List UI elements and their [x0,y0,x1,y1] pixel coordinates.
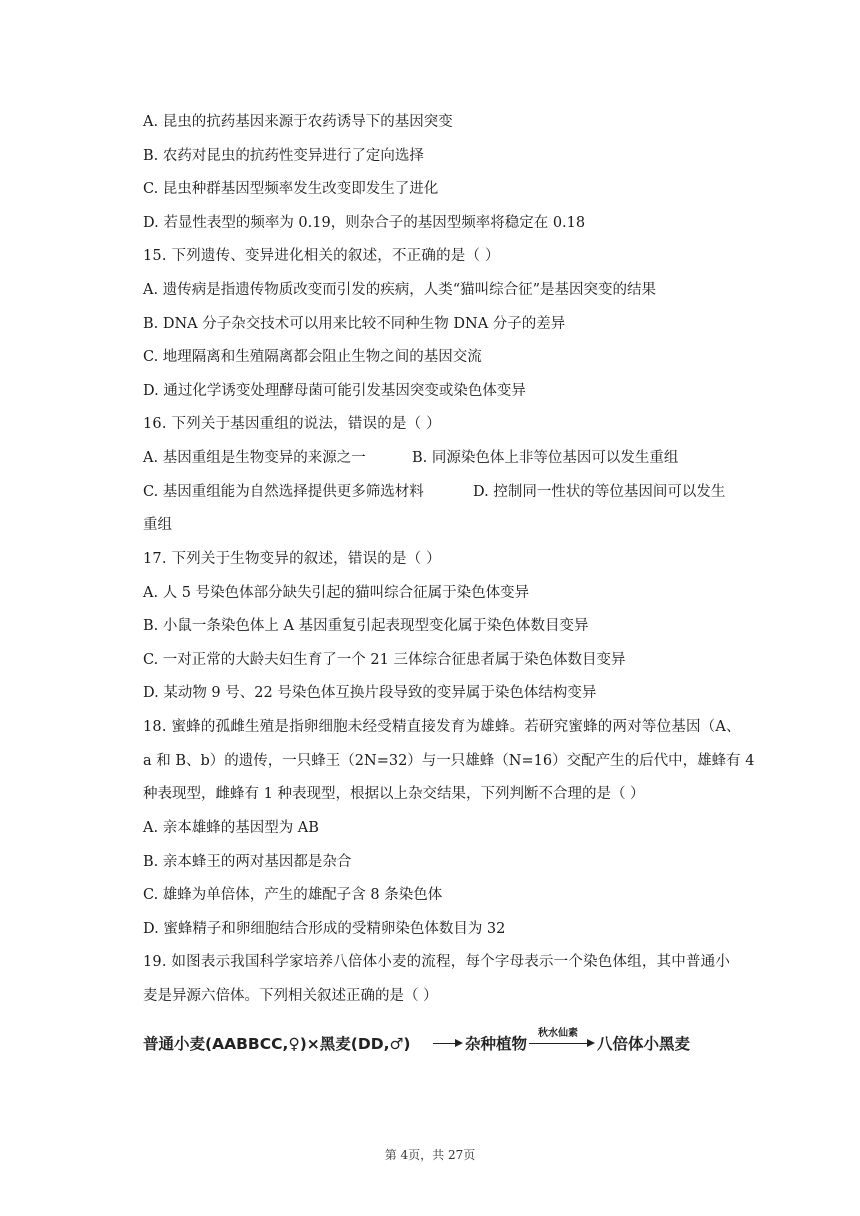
q17-option-b: B. 小鼠一条染色体上 A 基因重复引起表现型变化属于染色体数目变异 [143,618,589,634]
diagram-parents: 普通小麦(AABBCC,♀)×黑麦(DD,♂) [143,1035,411,1053]
q17-option-a: A. 人 5 号染色体部分缺失引起的猫叫综合征属于染色体变异 [143,585,530,601]
q19-stem-line2: 麦是异源六倍体。下列相关叙述正确的是（ ） [143,988,438,1004]
flow-arrow-2 [529,1043,593,1044]
q16-stem: 16. 下列关于基因重组的说法，错误的是（ ） [143,416,441,432]
q16-option-b: B. 同源染色体上非等位基因可以发生重组 [412,450,679,466]
diagram-arrow-label: 秋水仙素 [538,1028,578,1039]
q15-stem: 15. 下列遗传、变异进化相关的叙述，不正确的是（ ） [143,248,500,264]
q19-stem-line1: 19. 如图表示我国科学家培养八倍体小麦的流程，每个字母表示一个染色体组，其中普通小 [143,954,731,970]
q18-option-a: A. 亲本雄蜂的基因型为 AB [143,820,319,836]
q15-option-b: B. DNA 分子杂交技术可以用来比较不同种生物 DNA 分子的差异 [143,316,566,332]
q18-option-c: C. 雄蜂为单倍体，产生的雄配子含 8 条染色体 [143,887,443,903]
q17-option-c: C. 一对正常的大龄夫妇生育了一个 21 三体综合征患者属于染色体数目变异 [143,652,626,668]
q15-option-c: C. 地理隔离和生殖隔离都会阻止生物之间的基因交流 [143,349,482,365]
q18-stem-line3: 种表现型，雌蜂有 1 种表现型，根据以上杂交结果，下列判断不合理的是（ ） [143,786,645,802]
diagram-hybrid-plant: 杂种植物 [465,1035,528,1053]
q17-stem: 17. 下列关于生物变异的叙述，错误的是（ ） [143,551,441,567]
q16-option-d-continued: 重组 [143,517,172,533]
q16-option-d: D. 控制同一性状的等位基因间可以发生 [473,484,726,500]
diagram-octoploid-triticale: 八倍体小黑麦 [597,1035,691,1053]
q18-option-b: B. 亲本蜂王的两对基因都是杂合 [143,854,352,870]
q18-option-d: D. 蜜蜂精子和卵细胞结合形成的受精卵染色体数目为 32 [143,921,506,937]
q16-option-a: A. 基因重组是生物变异的来源之一 [143,450,366,466]
q17-option-d: D. 某动物 9 号、22 号染色体互换片段导致的变异属于染色体结构变异 [143,685,597,701]
q14-option-a: A. 昆虫的抗药基因来源于农药诱导下的基因突变 [143,114,453,130]
q15-option-d: D. 通过化学诱变处理酵母菌可能引发基因突变或染色体变异 [143,383,526,399]
q15-option-a: A. 遗传病是指遗传物质改变而引发的疾病，人类“猫叫综合征”是基因突变的结果 [143,282,657,298]
q16-option-c: C. 基因重组能为自然选择提供更多筛选材料 [143,484,424,500]
flow-arrow-1 [433,1043,461,1044]
wheat-breeding-flow-diagram [143,1024,763,1058]
q18-stem-line1: 18. 蜜蜂的孤雌生殖是指卵细胞未经受精直接发育为雄蜂。若研究蜜蜂的两对等位基因（A、 [143,719,741,735]
q14-option-d: D. 若显性表型的频率为 0.19，则杂合子的基因型频率将稳定在 0.18 [143,215,586,231]
page-footer: 第 4页，共 27页 [384,1148,476,1162]
q14-option-b: B. 农药对昆虫的抗药性变异进行了定向选择 [143,148,424,164]
q18-stem-line2: a 和 B、b）的遗传，一只蜂王（2N=32）与一只雄蜂（N=16）交配产生的后代中，雄蜂有 4 [143,753,755,769]
q14-option-c: C. 昆虫种群基因型频率发生改变即发生了进化 [143,181,439,197]
